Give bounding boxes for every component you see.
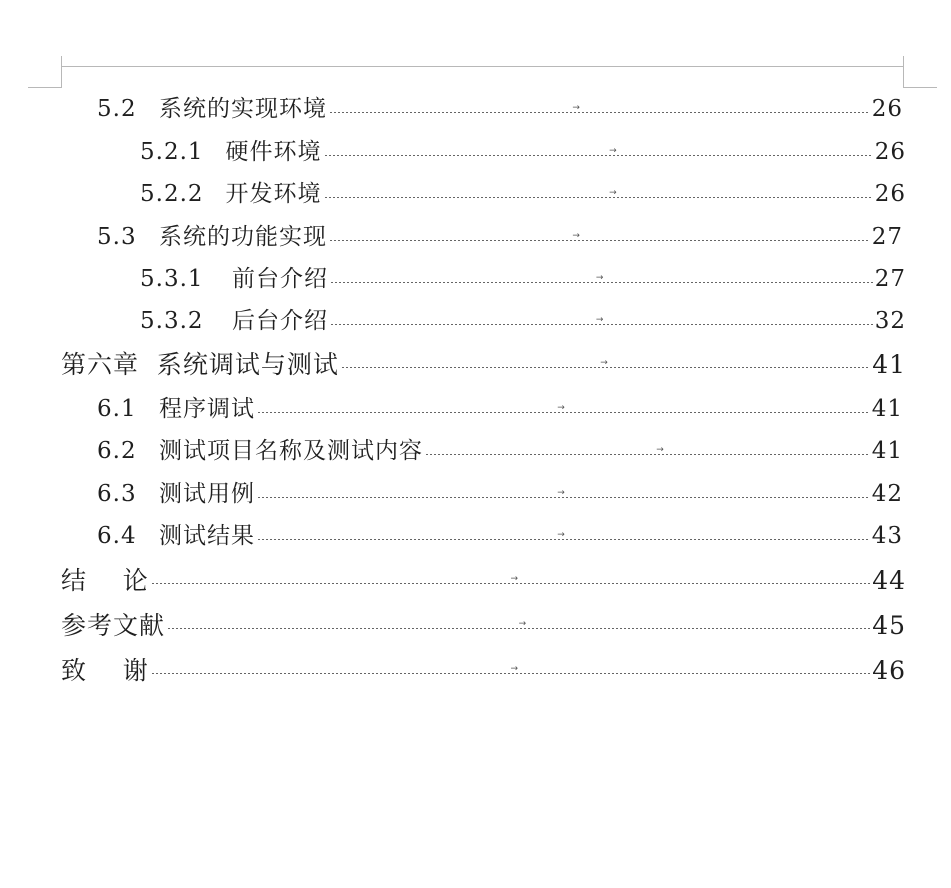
toc-entry-title: 第六章 系统调试与测试 bbox=[61, 350, 339, 379]
toc-entry-page-number: 46 bbox=[872, 656, 906, 685]
toc-entry-page-number: 42 bbox=[871, 481, 903, 507]
toc-entry-title: 测试项目名称及测试内容 bbox=[159, 438, 423, 464]
dot-leader bbox=[167, 619, 870, 629]
toc-entry[interactable] bbox=[61, 345, 906, 379]
corner-mark-right-horizontal bbox=[903, 87, 937, 88]
toc-entry-title: 参考文献 bbox=[61, 611, 166, 640]
tab-mark-icon: → bbox=[557, 530, 566, 540]
dot-leader bbox=[324, 146, 873, 156]
dot-leader bbox=[425, 445, 870, 455]
toc-entry-number: 5.3.2 bbox=[140, 308, 204, 334]
toc-entry-title: 硬件环境 bbox=[225, 139, 322, 165]
toc-entry-page-number: 26 bbox=[871, 96, 903, 122]
toc-entry-page-number: 27 bbox=[871, 224, 903, 250]
toc-entry-page-number: 44 bbox=[872, 566, 906, 595]
toc-entry-page-number: 26 bbox=[874, 139, 906, 165]
toc-entry-number: 5.2.1 bbox=[140, 139, 204, 165]
dot-leader bbox=[329, 231, 870, 241]
tab-mark-icon: → bbox=[609, 188, 618, 198]
toc-entry-page-number: 41 bbox=[871, 438, 903, 464]
toc-entry-number: 6.2 bbox=[97, 438, 137, 464]
toc-entry-title: 致 谢 bbox=[61, 656, 149, 685]
toc-entry[interactable] bbox=[97, 390, 903, 420]
tab-mark-icon: → bbox=[572, 103, 581, 113]
toc-entry-page-number: 27 bbox=[874, 266, 906, 292]
toc-entry-number: 5.2.2 bbox=[140, 181, 204, 207]
corner-mark-right-vertical bbox=[903, 56, 904, 88]
tab-mark-icon: → bbox=[557, 488, 566, 498]
margin-top-line bbox=[61, 66, 903, 67]
toc-entry-number: 5.3.1 bbox=[140, 266, 204, 292]
toc-entry-page-number: 41 bbox=[871, 396, 903, 422]
toc-entry[interactable] bbox=[61, 561, 906, 595]
dot-leader bbox=[324, 188, 873, 198]
tab-mark-icon: → bbox=[609, 146, 618, 156]
toc-entry[interactable] bbox=[97, 218, 903, 248]
dot-leader bbox=[257, 403, 870, 413]
toc-entry-page-number: 45 bbox=[872, 611, 906, 640]
dot-leader bbox=[330, 315, 873, 325]
tab-mark-icon: → bbox=[510, 664, 520, 674]
toc-entry-title: 开发环境 bbox=[225, 181, 322, 207]
dot-leader bbox=[151, 574, 870, 584]
toc-entry-number: 5.2 bbox=[97, 96, 137, 122]
toc-entry-title: 程序调试 bbox=[159, 396, 255, 422]
toc-entry-title: 结 论 bbox=[61, 566, 149, 595]
corner-mark-left-horizontal bbox=[28, 87, 62, 88]
dot-leader bbox=[341, 358, 870, 368]
toc-entry-page-number: 41 bbox=[872, 350, 906, 379]
toc-entry-title: 前台介绍 bbox=[232, 266, 328, 292]
toc-entry-title: 后台介绍 bbox=[232, 308, 328, 334]
dot-leader bbox=[329, 103, 870, 113]
toc-entry[interactable] bbox=[140, 302, 906, 332]
tab-mark-icon: → bbox=[600, 358, 609, 368]
toc-entry[interactable] bbox=[97, 475, 903, 505]
tab-mark-icon: → bbox=[557, 403, 566, 413]
toc-entry[interactable] bbox=[97, 432, 903, 462]
toc-entry[interactable] bbox=[61, 606, 906, 640]
dot-leader bbox=[257, 488, 870, 498]
tab-mark-icon: → bbox=[595, 273, 605, 283]
tab-mark-icon: → bbox=[656, 445, 665, 455]
dot-leader bbox=[257, 530, 870, 540]
tab-mark-icon: → bbox=[595, 315, 605, 325]
tab-mark-icon: → bbox=[518, 619, 528, 629]
toc-entry-title: 系统的实现环境 bbox=[159, 96, 327, 122]
toc-entry[interactable] bbox=[97, 517, 903, 547]
toc-entry-title: 测试结果 bbox=[159, 523, 255, 549]
toc-entry-title: 系统的功能实现 bbox=[159, 224, 327, 250]
toc-entry-page-number: 26 bbox=[874, 181, 906, 207]
toc-entry-number: 6.4 bbox=[97, 523, 137, 549]
toc-entry-page-number: 32 bbox=[874, 308, 906, 334]
dot-leader bbox=[151, 664, 870, 674]
toc-entry-title: 测试用例 bbox=[159, 481, 255, 507]
toc-entry[interactable] bbox=[140, 260, 906, 290]
toc-entry[interactable] bbox=[140, 133, 906, 163]
corner-mark-left-vertical bbox=[61, 56, 62, 88]
toc-entry[interactable] bbox=[97, 90, 903, 120]
toc-entry-number: 5.3 bbox=[97, 224, 137, 250]
dot-leader bbox=[330, 273, 873, 283]
toc-entry[interactable] bbox=[61, 651, 906, 685]
toc-entry[interactable] bbox=[140, 175, 906, 205]
toc-entry-page-number: 43 bbox=[871, 523, 903, 549]
tab-mark-icon: → bbox=[572, 231, 581, 241]
toc-entry-number: 6.1 bbox=[97, 396, 137, 422]
tab-mark-icon: → bbox=[510, 574, 520, 584]
toc-entry-number: 6.3 bbox=[97, 481, 137, 507]
